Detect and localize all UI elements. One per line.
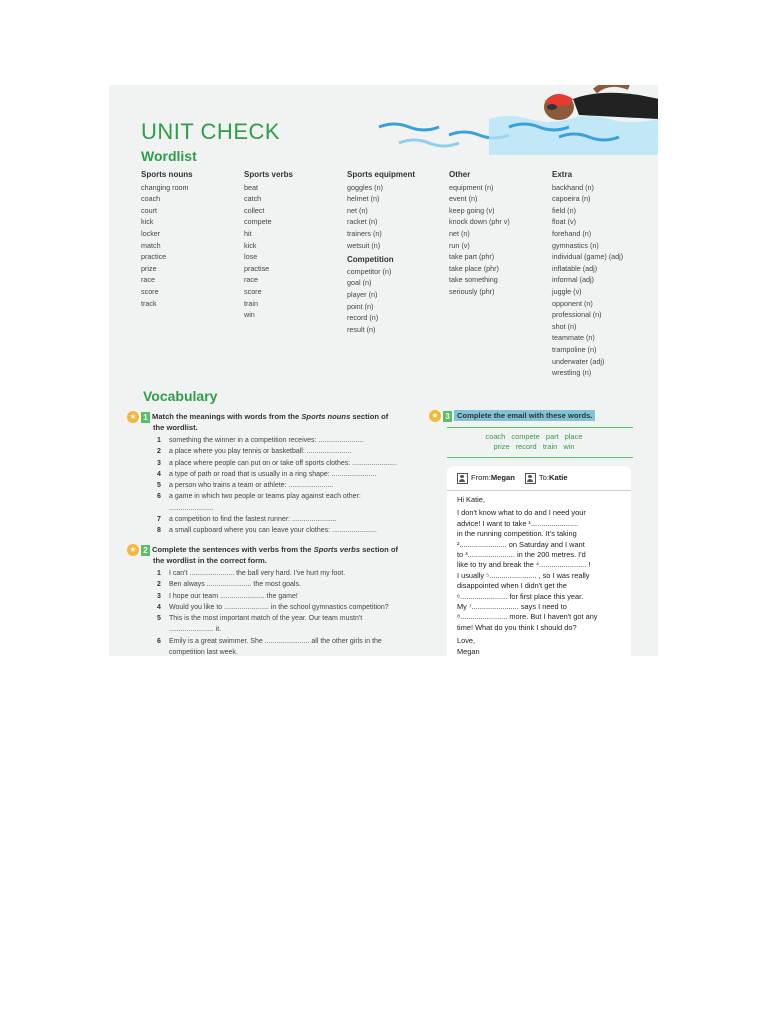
- email-line: Megan: [457, 646, 480, 656]
- item-text: a small cupboard where you can leave your clothes: .......................: [169, 527, 377, 535]
- list-item: coach: [141, 194, 161, 204]
- page-title: UNIT CHECK: [141, 119, 281, 144]
- list-item: collect: [244, 205, 265, 215]
- column-heading: Sports verbs: [244, 170, 293, 179]
- list-item: race: [141, 275, 155, 285]
- email-line: Love,: [457, 636, 476, 646]
- list-item: equipment (n): [449, 182, 494, 192]
- star-icon: ★: [127, 411, 139, 423]
- list-item: take place (phr): [449, 263, 499, 273]
- item-number: 1: [157, 437, 161, 444]
- email-card: [447, 466, 631, 656]
- exercise-item: [157, 525, 427, 536]
- item-text: a competition to find the fastest runner: .......................: [169, 516, 337, 524]
- exercise-title: Complete the sentences with verbs from the Sports verbs section of: [152, 544, 399, 554]
- item-number: 4: [157, 603, 161, 611]
- list-item: net (n): [449, 228, 470, 238]
- worksheet-page: [109, 85, 658, 656]
- divider: [447, 427, 633, 428]
- star-icon: ★: [429, 410, 441, 422]
- email-body: [447, 491, 631, 656]
- list-item: float (v): [552, 217, 576, 227]
- item-text: Would you like to ....................... in the school gymnastics competition?: [169, 603, 389, 611]
- list-item: forehand (n): [552, 228, 592, 238]
- list-item: seriously (phr): [449, 286, 495, 296]
- exercise-item: [157, 480, 427, 491]
- list: [449, 182, 510, 298]
- list-item: changing room: [141, 182, 189, 192]
- item-number: 6: [157, 493, 161, 501]
- list-item: practice: [141, 252, 167, 262]
- email-line: I don't know what to do and I need your: [457, 508, 586, 518]
- list-item: take something: [449, 275, 498, 285]
- exercise-item: [157, 591, 437, 602]
- from-label: From:: [471, 472, 491, 482]
- item-number: 7: [157, 516, 161, 524]
- to-name: Katie: [549, 472, 568, 482]
- email-line: My ⁷....................... says I need to: [457, 602, 567, 612]
- exercise-item: [157, 458, 427, 469]
- item-text: Emily is a great swimmer. She ....................... all the other girls in the: [169, 637, 382, 645]
- list-item: kick: [244, 240, 257, 250]
- list-item: compete: [244, 217, 272, 227]
- list-item: event (n): [449, 194, 478, 204]
- exercise-item: [157, 446, 427, 457]
- exercise-item: [157, 579, 437, 590]
- email-line: to ³....................... in the 200 metres. I'd: [457, 550, 586, 560]
- list: [347, 266, 415, 336]
- item-text: competition last week.: [169, 649, 238, 656]
- item-text: Ben always ....................... the most goals.: [169, 581, 301, 589]
- item-number: 8: [157, 527, 161, 535]
- list-item: kick: [141, 217, 154, 227]
- exercise-item: [157, 647, 437, 656]
- email-line: ²....................... on Saturday and I want: [457, 539, 585, 549]
- item-text: I can't ....................... the ball very hard. I've hurt my foot.: [169, 570, 346, 577]
- list-item: result (n): [347, 324, 376, 334]
- item-number: 5: [157, 482, 161, 490]
- list-item: gymnastics (n): [552, 240, 599, 250]
- list: [552, 182, 623, 379]
- item-text: I hope our team ....................... the game!: [169, 592, 298, 600]
- exercise-item: [157, 514, 427, 525]
- item-number: 5: [157, 615, 161, 623]
- list: [347, 182, 415, 252]
- list-item: player (n): [347, 289, 378, 299]
- list-item: helmet (n): [347, 194, 380, 204]
- email-line: advice! I want to take ¹.......................: [457, 518, 579, 528]
- list-item: trainers (n): [347, 228, 382, 238]
- list-item: informal (adj): [552, 275, 594, 285]
- exercise-item: [157, 624, 437, 635]
- column-sports-nouns: [141, 169, 193, 309]
- list-item: knock down (phr v): [449, 217, 510, 227]
- list-item: goggles (n): [347, 182, 383, 192]
- person-icon: [457, 473, 468, 484]
- list-item: individual (game) (adj): [552, 252, 624, 262]
- exercise-number: 1: [141, 412, 150, 423]
- list-item: goal (n): [347, 278, 372, 288]
- item-number: 3: [157, 459, 161, 467]
- list-item: wetsuit (n): [347, 240, 381, 250]
- item-text: something the winner in a competition receives: .......................: [169, 437, 364, 444]
- item-text: a person who trains a team or athlete: .......................: [169, 482, 334, 490]
- column-subheading: Competition: [347, 255, 394, 265]
- list-item: capoeira (n): [552, 194, 591, 204]
- column-heading: Other: [449, 170, 471, 179]
- wordlist-heading: Wordlist: [141, 148, 197, 164]
- exercise-item: [157, 491, 427, 502]
- list-item: keep going (v): [449, 205, 495, 215]
- item-number: 3: [157, 592, 161, 600]
- list-item: inflatable (adj): [552, 263, 598, 273]
- to-label: To:: [538, 472, 550, 482]
- list-item: take part (phr): [449, 252, 495, 262]
- item-text: ....................... it.: [169, 626, 222, 634]
- list-item: prize: [141, 263, 157, 273]
- list-item: win: [244, 310, 255, 320]
- item-number: 2: [157, 581, 161, 589]
- list-item: score: [244, 286, 262, 296]
- column-heading: Sports equipment: [347, 170, 416, 179]
- email-header: [447, 466, 631, 491]
- vocabulary-heading: Vocabulary: [143, 388, 218, 404]
- item-number: 2: [157, 448, 161, 456]
- list-item: racket (n): [347, 217, 378, 227]
- item-text: a game in which two people or teams play against each other:: [169, 493, 361, 501]
- list-item: professional (n): [552, 310, 602, 320]
- item-text: a type of path or road that is usually in a ring shape: .......................: [169, 470, 377, 478]
- exercise-item: [157, 503, 427, 514]
- email-line: like to try and break the ⁴....................... !: [457, 560, 591, 570]
- email-line: I usually ⁵....................... , so I was really: [457, 570, 590, 580]
- email-line: in the running competition. It's taking: [457, 529, 577, 539]
- column-sports-equipment: [347, 169, 415, 335]
- list-item: opponent (n): [552, 298, 593, 308]
- list-item: lose: [244, 252, 258, 262]
- exercise-number: 3: [443, 411, 452, 422]
- exercise-2: [127, 544, 437, 656]
- column-sports-verbs: [244, 169, 293, 321]
- list: [141, 182, 193, 310]
- item-text: a place where you play tennis or basketball: .......................: [169, 448, 352, 456]
- list-item: teammate (n): [552, 333, 595, 343]
- list: [244, 182, 293, 321]
- email-line: time! What do you think I should do?: [457, 622, 577, 632]
- email-line: Hi Katie,: [457, 495, 485, 504]
- word-row: coach compete part place: [485, 432, 583, 441]
- list-item: match: [141, 240, 161, 250]
- list-item: shot (n): [552, 321, 577, 331]
- list-item: trampoline (n): [552, 344, 597, 354]
- exercise-item: [157, 568, 437, 579]
- word-box: [449, 432, 619, 452]
- exercise-title-cont: the wordlist in the correct form.: [153, 556, 267, 565]
- swimmer-illustration: [359, 85, 658, 155]
- word-row: prize record train win: [493, 442, 575, 451]
- exercise-item: [157, 469, 427, 480]
- star-icon: ★: [127, 544, 139, 556]
- email-line: ⁸....................... more. But I haven't got any: [457, 612, 598, 622]
- list-item: catch: [244, 194, 262, 204]
- column-heading: Extra: [552, 170, 573, 179]
- list-item: field (n): [552, 205, 576, 215]
- list-item: court: [141, 205, 157, 215]
- item-number: 6: [157, 637, 161, 645]
- email-line: ⁶....................... for first place this year.: [457, 591, 584, 601]
- divider: [447, 457, 633, 458]
- exercise-title: Complete the email with these words.: [454, 410, 595, 421]
- list-item: underwater (adj): [552, 356, 605, 366]
- list-item: race: [244, 275, 258, 285]
- item-number: 4: [157, 470, 161, 478]
- exercise-number: 2: [141, 545, 150, 556]
- column-other: [449, 169, 510, 298]
- list-item: run (v): [449, 240, 470, 250]
- list-item: wrestling (n): [552, 368, 592, 378]
- exercise-items: [127, 568, 437, 656]
- list-item: net (n): [347, 205, 368, 215]
- column-heading: Sports nouns: [141, 170, 193, 179]
- from-name: Megan: [490, 472, 515, 482]
- exercise-item: [157, 602, 437, 613]
- exercise-item: [157, 435, 427, 446]
- exercise-items: [127, 435, 427, 537]
- list-item: beat: [244, 182, 258, 192]
- item-text: a place where people can put on or take off sports clothes: .......................: [169, 459, 397, 467]
- item-number: 1: [157, 570, 161, 577]
- list-item: track: [141, 298, 157, 308]
- list-item: score: [141, 286, 159, 296]
- list-item: practise: [244, 263, 270, 273]
- item-text: This is the most important match of the year. Our team mustn't: [169, 615, 363, 623]
- list-item: competitor (n): [347, 266, 392, 276]
- list-item: juggle (v): [552, 286, 582, 296]
- list-item: locker: [141, 228, 161, 238]
- list-item: record (n): [347, 313, 379, 323]
- exercise-item: [157, 613, 437, 624]
- list-item: backhand (n): [552, 182, 594, 192]
- exercise-title-cont: the wordlist.: [153, 423, 198, 432]
- exercise-title: Match the meanings with words from the Sports nouns section of: [152, 411, 389, 421]
- list-item: hit: [244, 228, 252, 238]
- email-line: disappointed when I didn't get the: [457, 581, 567, 591]
- exercise-3: [429, 410, 639, 422]
- list-item: train: [244, 298, 258, 308]
- exercise-item: [157, 636, 437, 647]
- list-item: point (n): [347, 301, 374, 311]
- person-icon: [525, 473, 536, 484]
- column-extra: [552, 169, 623, 379]
- item-text: .......................: [169, 504, 214, 512]
- exercise-1: [127, 411, 427, 537]
